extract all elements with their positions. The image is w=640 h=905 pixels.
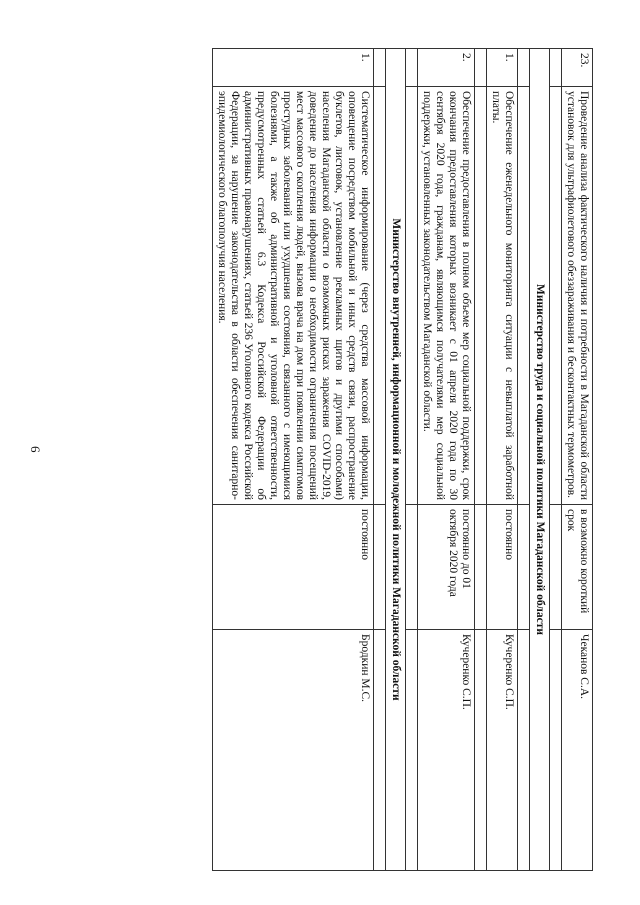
table-row <box>213 49 374 871</box>
section-title-internal-policy: Министерство внутренней, информационной и молодежной политики Магаданской области <box>386 49 406 871</box>
row-responsible: Чеканов С.А. <box>562 630 593 871</box>
spacer-row <box>475 49 487 871</box>
row-responsible: Кучеренко С.П. <box>487 630 518 871</box>
section-header-row <box>530 49 550 871</box>
row-term: постоянно до 01 октября 2020 года <box>418 505 475 630</box>
row-description: Обеспечение предоставления в полном объеме мер социальной поддержки, срок окончания предоставления которых возникает с 01 апреля 2020 года по 30 сентября 2020 года, гражданам, являющимся получателями мер социальной поддержки, установленных законодательством Магаданской области. <box>418 87 475 505</box>
measures-table <box>212 48 593 871</box>
spacer-row <box>406 49 418 871</box>
table-row <box>487 49 518 871</box>
row-description: Проведение анализа фактического наличия и потребности в Магаданской области установок для ультрафиолетового обеззараживания и бесконтактных термометров. <box>562 87 593 505</box>
rotated-table-container <box>88 48 593 870</box>
table-row <box>562 49 593 871</box>
spacer-row <box>550 49 562 871</box>
spacer-row <box>374 49 386 871</box>
row-responsible: Бродкин М.С. <box>213 630 374 871</box>
section-header-row <box>386 49 406 871</box>
row-number: 2. <box>418 49 475 87</box>
row-term: постоянно <box>487 505 518 630</box>
row-term: в возможно короткий срок <box>562 505 593 630</box>
row-number: 23. <box>562 49 593 87</box>
spacer-row <box>518 49 530 871</box>
section-title-labor: Министерство труда и социальной политики Магаданской области <box>530 49 550 871</box>
row-term: постоянно <box>213 505 374 630</box>
row-description: Обеспечение еженедельного мониторинга ситуации с невыплатой заработной платы. <box>487 87 518 505</box>
row-number: 1. <box>213 49 374 87</box>
row-responsible: Кучеренко С.П. <box>418 630 475 871</box>
page-number: 6 <box>28 446 43 453</box>
table-row <box>418 49 475 871</box>
row-description: Систематическое информирование (через средства массовой информации, оповещение посредством мобильной и иных средств связи, распространение буклетов, листовок, установление рекламных щитов и другими способами) населения Магаданской области о возможных рисках заражения COVID-2019, доведение до населения информации о необходимости ограничения посещений мест массового скопления людей, вызова врача на дом при появлении симптомов простудных заболеваний или ухудшения состояния, связанного с имеющимися болезнями, а также об административной и уголовной ответственности, предусмотренных статьей 6.3 Кодекса Российской Федерации об административных правонарушениях, статьей 236 Уголовного кодекса Российской Федерации, за нарушение законодательства в области обеспечения санитарно-эпидемиологического благополучия населения. <box>213 87 374 505</box>
row-number: 1. <box>487 49 518 87</box>
